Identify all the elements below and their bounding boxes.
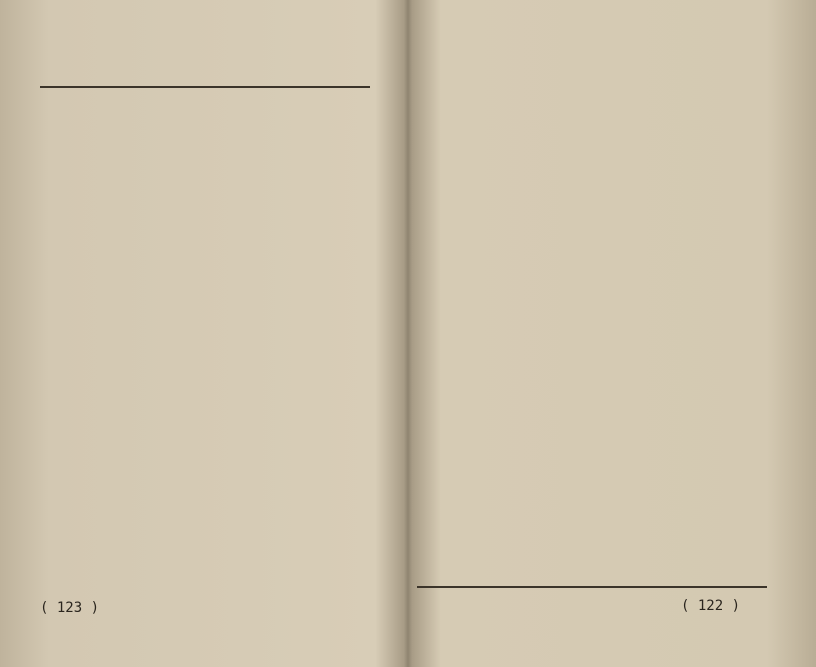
left-page-number: ( 123 ) (40, 600, 100, 616)
right-page (411, 0, 816, 667)
right-page-number: ( 122 ) (681, 598, 741, 614)
left-page (0, 0, 405, 667)
top-rule (40, 86, 370, 88)
bottom-rule (417, 586, 767, 588)
